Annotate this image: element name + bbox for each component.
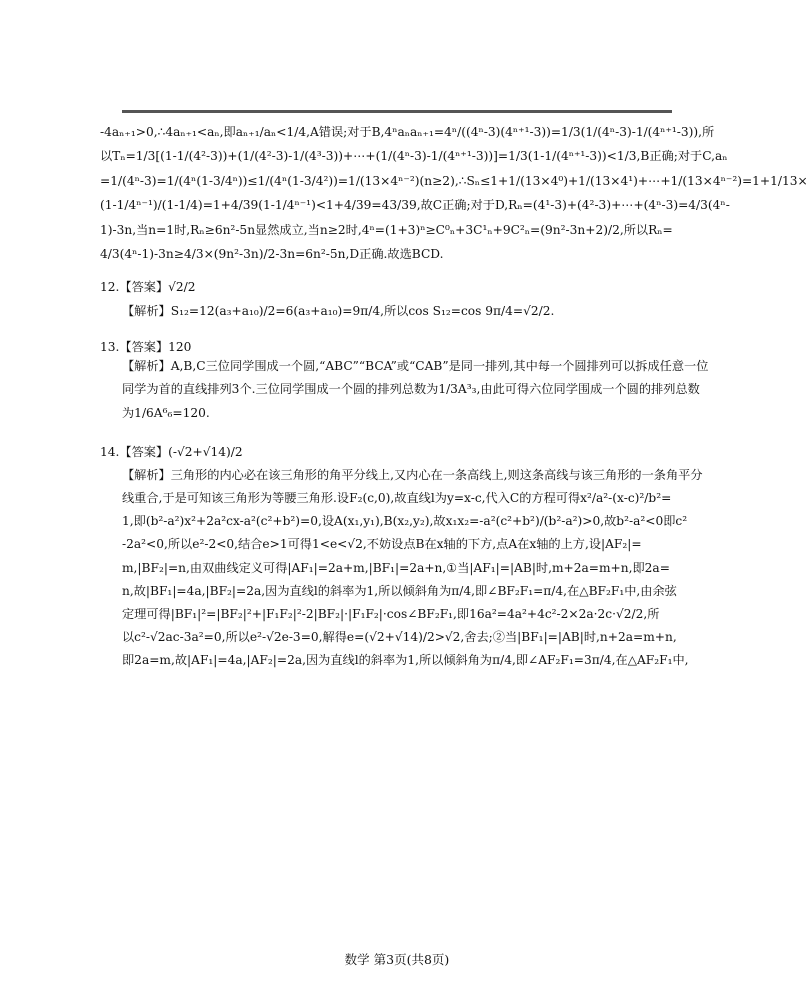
q11-line-6: 4/3(4ⁿ-1)-3n≥4/3×(9n²-3n)/2-3n=6n²-5n,D正确.故选BCD. [100, 247, 444, 262]
q14-line-2: 线重合,于是可知该三角形为等腰三角形.设F₂(c,0),故直线l为y=x-c,代入C的方程可得x²/a²-(x-c)²/b²= [122, 491, 672, 506]
page-footer: 数学 第3页(共8页) [344, 952, 450, 967]
q14-answer: 14.【答案】(-√2+√14)/2 [100, 444, 243, 459]
q12-analysis: 【解析】S₁₂=12(a₃+a₁₀)/2=6(a₃+a₁₀)=9π/4,所以cos S₁₂=cos 9π/4=√2/2. [122, 303, 555, 318]
q14-line-7: 定理可得|BF₁|²=|BF₂|²+|F₁F₂|²-2|BF₂|·|F₁F₂|·cos∠BF₂F₁,即16a²=4a²+4c²-2×2a·2c·√2/2,所 [122, 606, 660, 621]
q12-answer: 12.【答案】√2/2 [100, 280, 196, 295]
q14-line-8: 以c²-√2ac-3a²=0,所以e²-√2e-3=0,解得e=(√2+√14)/2>√2,舍去;②当|BF₁|=|AB|时,n+2a=m+n, [122, 630, 677, 645]
q14-line-3: 1,即(b²-a²)x²+2a²cx-a²(c²+b²)=0,设A(x₁,y₁),B(x₂,y₂),故x₁x₂=-a²(c²+b²)/(b²-a²)>0,故b²-a²<0即c² [122, 514, 688, 529]
header-rule [122, 110, 672, 113]
q13-answer: 13.【答案】120 [100, 339, 192, 354]
q11-line-4: (1-1/4ⁿ⁻¹)/(1-1/4)=1+4/39(1-1/4ⁿ⁻¹)<1+4/39=43/39,故C正确;对于D,Rₙ=(4¹-3)+(4²-3)+⋯+(4ⁿ-3)=4/3(4ⁿ- [100, 198, 730, 213]
q11-line-1: -4aₙ₊₁>0,∴4aₙ₊₁<aₙ,即aₙ₊₁/aₙ<1/4,A错误;对于B,4ⁿaₙaₙ₊₁=4ⁿ/((4ⁿ-3)(4ⁿ⁺¹-3))=1/3(1/(4ⁿ-3)-1/(4ⁿ⁺¹-3)),所 [100, 125, 715, 139]
solution-content [100, 120, 808, 672]
q14-line-4: -2a²<0,所以e²-2<0,结合e>1可得1<e<√2,不妨设点B在x轴的下方,点A在x轴的上方,设|AF₂|= [122, 537, 642, 552]
q11-line-5: 1)-3n,当n=1时,Rₙ≥6n²-5n显然成立,当n≥2时,4ⁿ=(1+3)ⁿ≥C⁰ₙ+3C¹ₙ+9C²ₙ=(9n²-3n+2)/2,所以Rₙ= [100, 222, 673, 237]
q13-line-2: 同学为首的直线排列3个.三位同学围成一个圆的排列总数为1/3A³₃,由此可得六位同学围成一个圆的排列总数 [122, 382, 700, 397]
q14-line-6: n,故|BF₁|=4a,|BF₂|=2a,因为直线l的斜率为1,所以倾斜角为π/4,即∠BF₂F₁=π/4,在△BF₂F₁中,由余弦 [122, 583, 677, 598]
q13-line-3: 为1/6A⁶₆=120. [122, 405, 210, 420]
q11-line-3: =1/(4ⁿ-3)=1/(4ⁿ(1-3/4ⁿ))≤1/(4ⁿ(1-3/4²))=1/(13×4ⁿ⁻²)(n≥2),∴Sₙ≤1+1/(13×4⁰)+1/(13×4¹)+⋯+1/(13×4ⁿ⁻²)=1+1/13× [100, 173, 808, 188]
q14-line-9: 即2a=m,故|AF₁|=4a,|AF₂|=2a,因为直线l的斜率为1,所以倾斜角为π/4,即∠AF₂F₁=3π/4,在△AF₂F₁中, [122, 653, 689, 668]
q11-line-2: 以Tₙ=1/3[(1-1/(4²-3))+(1/(4²-3)-1/(4³-3))+⋯+(1/(4ⁿ-3)-1/(4ⁿ⁺¹-3))]=1/3(1-1/(4ⁿ⁺¹-3))<1/3,B正确;对于C,aₙ [100, 149, 728, 164]
q13-line-1: 【解析】A,B,C三位同学围成一个圆,“ABC”“BCA”或“CAB”是同一排列,其中每一个圆排列可以拆成任意一位 [122, 359, 709, 374]
q14-line-5: m,|BF₂|=n,由双曲线定义可得|AF₁|=2a+m,|BF₁|=2a+n,①当|AF₁|=|AB|时,m+2a=m+n,即2a= [122, 560, 670, 575]
q14-line-1: 【解析】三角形的内心必在该三角形的角平分线上,又内心在一条高线上,则这条高线与该三角形的一条角平分 [122, 467, 703, 482]
